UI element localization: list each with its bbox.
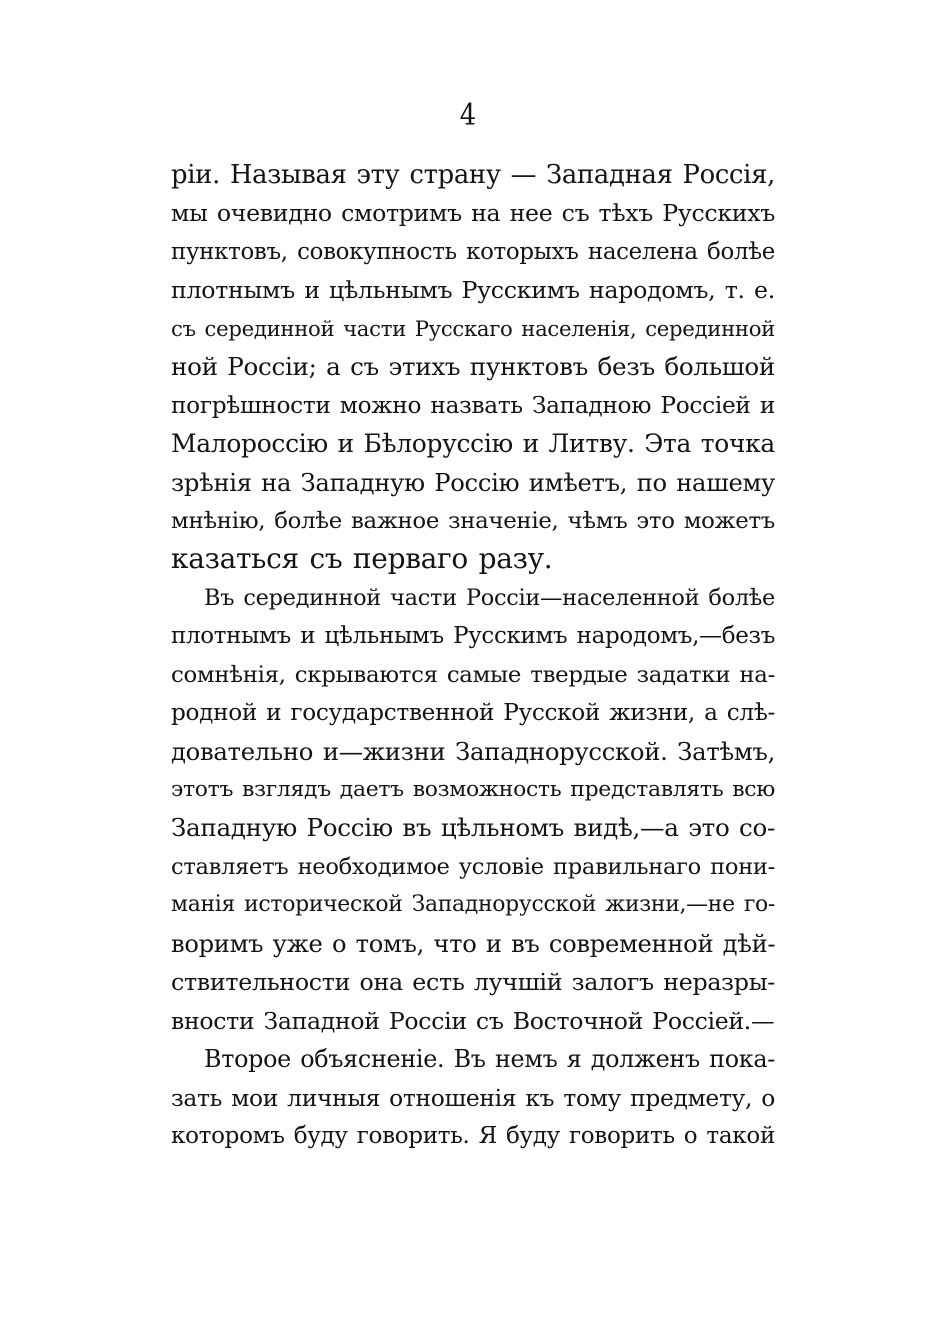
text-line: казаться съ перваго разу. [171,542,553,576]
text-line: зать мои личныя отношенія къ тому предмету, о [171,1083,775,1112]
text-line: плотнымъ и цѣльнымъ Русскимъ народомъ,—безъ [171,623,775,650]
text-line: ной Россіи; а съ этихъ пунктовъ безъ большой [171,352,775,382]
text-line: вности Западной Россіи съ Восточной Россіей.— [171,1006,775,1035]
text-line: родной и государственной Русской жизни, а слѣ- [171,700,775,727]
text-line: этотъ взглядъ даетъ возможность представлять всю [171,777,775,802]
text-line: пунктовъ, совокупность которыхъ населена болѣе [171,238,775,265]
text-line: зрѣнія на Западную Россію имѣетъ, по нашему [171,467,775,497]
text-line: довательно и—жизни Западнорусской. Затѣмъ, [171,736,775,766]
text-line: ріи. Называя эту страну — Западная Россія, [171,160,775,190]
text-line: Малороссію и Бѣлоруссію и Литву. Эта точка [171,429,775,459]
text-line: воримъ уже о томъ, что и въ современной дѣй- [171,929,776,958]
text-line: сомнѣнія, скрываются самые твердые задатки на- [171,661,775,688]
page-number: 4 [459,98,477,133]
text-line: ставляетъ необходимое условіе правильнаго пони- [171,853,775,880]
text-line: Западную Россію въ цѣльномъ видѣ,—а это со- [171,813,775,843]
text-line: манія исторической Западнорусской жизни,—не го- [171,892,775,918]
text-line: съ серединной части Русскаго населенія, серединной [171,315,775,341]
text-line: плотнымъ и цѣльнымъ Русскимъ народомъ, т. е. [171,276,775,305]
body-text [171,156,775,1155]
text-line: мнѣнію, болѣе важное значеніе, чѣмъ это можетъ [171,507,775,534]
text-line: погрѣшности можно назвать Западною Россіей и [171,391,775,419]
text-line: ствительности она есть лучшій залогъ неразры- [171,968,775,997]
text-line: Второе объясненіе. Въ немъ я долженъ пока- [204,1045,775,1074]
text-line: Въ серединной части Россіи—населенной болѣе [204,584,775,611]
text-line: которомъ буду говорить. Я буду говорить о такой [171,1122,775,1149]
text-line: мы очевидно смотримъ на нее съ тѣхъ Русскихъ [171,199,775,228]
